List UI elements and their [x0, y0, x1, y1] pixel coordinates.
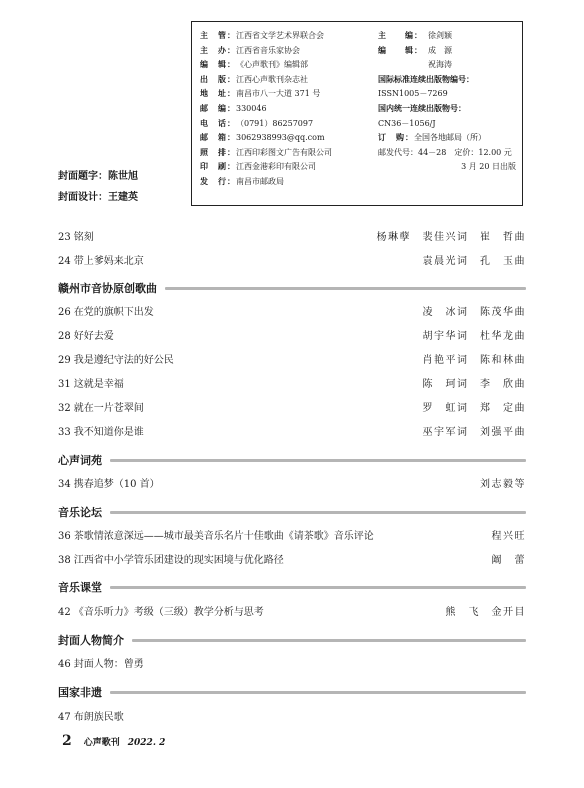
toc-entry[interactable] — [58, 708, 526, 728]
masthead-row — [200, 73, 380, 88]
toc-entry[interactable] — [58, 375, 526, 395]
section-title: 国家非遗 — [58, 686, 102, 699]
section-divider — [110, 586, 526, 589]
masthead-value: 江西金港彩印有限公司 — [236, 162, 316, 172]
order-label: 订 购： — [378, 133, 414, 143]
toc-page-number: 46 — [58, 659, 71, 670]
toc-page-number: 23 — [58, 232, 71, 243]
masthead-right-column — [378, 29, 520, 175]
toc-page-number: 26 — [58, 307, 71, 318]
toc-authors: 阚 蕾 — [491, 555, 526, 566]
masthead-left-column — [200, 29, 380, 190]
toc-entry[interactable] — [58, 475, 526, 495]
toc-title: 《音乐听力》考级（三级）教学分析与思考 — [73, 607, 264, 618]
page-footer — [62, 733, 165, 749]
section-header — [58, 450, 526, 470]
toc-title: 就在一片苍翠间 — [73, 403, 144, 414]
masthead-value: 江西省文学艺术界联合会 — [236, 31, 324, 40]
masthead-label: 编 辑： — [200, 60, 236, 70]
section-divider — [110, 511, 526, 514]
toc-page-number: 24 — [58, 256, 71, 267]
masthead-label: 邮 编： — [200, 103, 236, 113]
toc-page-number: 36 — [58, 531, 71, 542]
toc-authors: 胡宇华词 杜华龙曲 — [422, 331, 526, 342]
masthead-row — [200, 29, 380, 44]
order-value: 全国各地邮局（所） — [414, 133, 486, 143]
section-header — [58, 502, 526, 522]
toc-authors: 凌 冰词 陈茂华曲 — [422, 307, 526, 318]
masthead-value: 330046 — [236, 103, 267, 113]
issue-number: 2022. 2 — [127, 738, 166, 748]
page-number: 2 — [62, 733, 72, 749]
masthead-row — [200, 131, 380, 146]
editor-in-chief-row — [378, 29, 520, 44]
masthead-label: 印 刷： — [200, 162, 236, 172]
toc-entry[interactable] — [58, 351, 526, 371]
masthead-value: 《心声歌刊》编辑部 — [236, 60, 308, 70]
toc-authors: 陈 珂词 李 欣曲 — [422, 379, 526, 390]
issn-label: 国际标准连续出版物编号： — [378, 74, 474, 84]
toc-page-number: 42 — [58, 607, 71, 618]
masthead-value: （0791）86257097 — [236, 118, 314, 128]
masthead-label: 出 版： — [200, 74, 236, 84]
masthead-row — [200, 87, 380, 102]
toc-entry[interactable] — [58, 327, 526, 347]
masthead-info-box — [191, 21, 523, 206]
toc-page-number: 31 — [58, 379, 71, 390]
toc-page-number: 29 — [58, 355, 71, 366]
cn-label: 国内统一连续出版物号： — [378, 103, 466, 113]
toc-entry[interactable] — [58, 228, 526, 248]
section-title: 心声词苑 — [58, 454, 102, 467]
toc-entry[interactable] — [58, 399, 526, 419]
masthead-value: 南昌市八一大道 371 号 — [236, 89, 321, 99]
toc-page-number: 32 — [58, 403, 71, 414]
editors-label: 编 辑： — [378, 45, 423, 55]
masthead-label: 照 排： — [200, 147, 236, 157]
masthead-value: 南昌市邮政局 — [236, 176, 284, 186]
masthead-row — [200, 175, 380, 190]
toc-title: 我是遵纪守法的好公民 — [73, 355, 174, 366]
section-divider — [132, 639, 526, 642]
toc-entry[interactable] — [58, 603, 526, 623]
postal-code-price: 邮发代号：44－28 定价：12.00 元 — [378, 147, 512, 157]
toc-title: 江西省中小学管乐团建设的现实困境与优化路径 — [73, 555, 284, 566]
toc-authors: 杨琳孽 裴佳兴词 崔 哲曲 — [376, 232, 526, 243]
toc-title: 茶歌情浓意深远——城市最美音乐名片十佳歌曲《请茶歌》音乐评论 — [73, 531, 374, 542]
toc-page-number: 33 — [58, 427, 71, 438]
toc-title: 好好去爱 — [73, 331, 114, 342]
toc-title: 这就是幸福 — [73, 379, 124, 390]
masthead-value: 江西省音乐家协会 — [236, 45, 300, 55]
editor-name: 成 源 — [428, 45, 452, 55]
toc-title: 带上爹妈来北京 — [73, 256, 144, 267]
toc-entry[interactable] — [58, 252, 526, 272]
issn-value: ISSN1005－7269 — [378, 89, 448, 99]
cover-title-credit: 封面题字：陈世旭 — [58, 171, 138, 182]
toc-title: 我不知道你是谁 — [73, 427, 144, 438]
toc-authors: 巫宇军词 刘强平曲 — [422, 427, 526, 438]
toc-entry[interactable] — [58, 423, 526, 443]
masthead-row — [200, 160, 380, 175]
masthead-row — [200, 102, 380, 117]
editor-in-chief-label: 主 编： — [378, 31, 423, 40]
toc-title: 携春追梦（10 首） — [73, 479, 160, 490]
toc-entry[interactable] — [58, 527, 526, 547]
toc-page-number: 34 — [58, 479, 71, 490]
section-divider — [110, 459, 526, 462]
masthead-email: 3062938993@qq.com — [236, 133, 325, 143]
masthead-row — [200, 117, 380, 132]
masthead-value: 江西印彩图文广告有限公司 — [236, 147, 332, 157]
masthead-label: 主 办： — [200, 45, 236, 55]
masthead-row — [200, 58, 380, 73]
magazine-name: 心声歌刊 — [83, 738, 120, 748]
section-header — [58, 577, 526, 597]
toc-entry[interactable] — [58, 655, 526, 675]
section-title: 封面人物简介 — [58, 634, 124, 647]
editor-in-chief-name: 徐剑颖 — [428, 31, 452, 40]
toc-page-number: 47 — [58, 712, 71, 723]
toc-entry[interactable] — [58, 551, 526, 571]
editors-row — [378, 44, 520, 59]
masthead-label: 邮 箱： — [200, 133, 236, 143]
cover-design-credit: 封面设计：王建英 — [58, 192, 138, 203]
toc-page-number: 28 — [58, 331, 71, 342]
toc-authors: 程兴旺 — [491, 531, 526, 542]
toc-page-number: 38 — [58, 555, 71, 566]
masthead-label: 发 行： — [200, 176, 236, 186]
section-title: 音乐论坛 — [58, 506, 102, 519]
editor-name: 祝海涛 — [428, 60, 452, 70]
toc-authors: 肖艳平词 陈和林曲 — [422, 355, 526, 366]
section-header — [58, 630, 526, 650]
section-title: 赣州市音协原创歌曲 — [58, 282, 157, 295]
order-row — [378, 131, 520, 146]
toc-title: 封面人物：曾勇 — [73, 659, 144, 670]
toc-title: 布朗族民歌 — [73, 712, 124, 723]
publication-date: 3 月 20 日出版 — [461, 162, 516, 172]
section-header — [58, 278, 526, 298]
masthead-row — [200, 146, 380, 161]
section-divider — [165, 287, 526, 290]
section-divider — [110, 691, 526, 694]
section-title: 音乐课堂 — [58, 581, 102, 594]
masthead-row — [200, 44, 380, 59]
toc-authors: 袁晨光词 孔 玉曲 — [422, 256, 526, 267]
toc-authors: 刘志毅等 — [480, 479, 526, 490]
toc-title: 在党的旗帜下出发 — [73, 307, 154, 318]
toc-title: 铭刻 — [73, 232, 94, 243]
masthead-label: 主 管： — [200, 31, 236, 40]
masthead-label: 地 址： — [200, 89, 236, 99]
section-header — [58, 682, 526, 702]
toc-authors: 罗 虹词 郑 定曲 — [422, 403, 526, 414]
masthead-label: 电 话： — [200, 118, 236, 128]
cn-value: CN36－1056/J — [378, 118, 436, 128]
toc-authors: 熊 飞 金开目 — [445, 607, 526, 618]
toc-entry[interactable] — [58, 303, 526, 323]
masthead-value: 江西心声歌刊杂志社 — [236, 74, 308, 84]
